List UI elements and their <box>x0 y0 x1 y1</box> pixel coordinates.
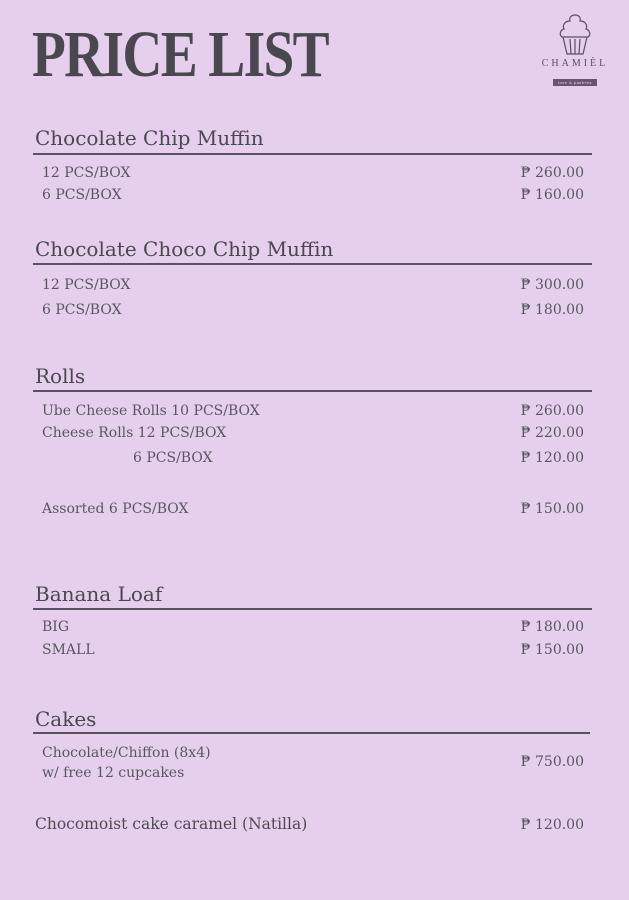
item-label: SMALL <box>42 642 95 658</box>
brand-logo <box>532 12 618 88</box>
item-label: Assorted 6 PCS/BOX <box>42 501 189 517</box>
item-price: ₱ 120.00 <box>520 817 584 833</box>
section-title-chocolate-choco-chip-muffin: Chocolate Choco Chip Muffin <box>35 237 334 261</box>
brand-name: CHAMIÈL <box>541 58 609 69</box>
item-price: ₱ 180.00 <box>520 619 584 635</box>
item-label: 6 PCS/BOX <box>133 450 213 466</box>
item-label: Ube Cheese Rolls 10 PCS/BOX <box>42 403 260 419</box>
section-title-rolls: Rolls <box>35 364 86 388</box>
item-label: Cheese Rolls 12 PCS/BOX <box>42 425 227 441</box>
section-title-chocolate-chip-muffin: Chocolate Chip Muffin <box>35 126 264 150</box>
brand-tagline: love & pastries <box>553 79 597 86</box>
item-label: Chocolate/Chiffon (8x4) <box>42 745 211 761</box>
section-divider <box>33 263 592 265</box>
item-price: ₱ 150.00 <box>520 501 584 517</box>
item-note: w/ free 12 cupcakes <box>42 765 185 781</box>
item-price: ₱ 150.00 <box>520 642 584 658</box>
item-price: ₱ 120.00 <box>520 450 584 466</box>
section-title-cakes: Cakes <box>35 707 97 731</box>
item-label: Chocomoist cake caramel (Natilla) <box>35 815 308 833</box>
cupcake-icon <box>555 12 595 56</box>
section-divider <box>33 390 592 392</box>
item-price: ₱ 180.00 <box>520 302 584 318</box>
page-title: PRICE LIST <box>32 18 328 91</box>
item-price: ₱ 220.00 <box>520 425 584 441</box>
item-price: ₱ 160.00 <box>520 187 584 203</box>
item-label: 12 PCS/BOX <box>42 277 131 293</box>
item-price: ₱ 300.00 <box>520 277 584 293</box>
item-label: 6 PCS/BOX <box>42 187 122 203</box>
section-title-banana-loaf: Banana Loaf <box>35 582 163 606</box>
item-label: BIG <box>42 619 70 635</box>
item-label: 12 PCS/BOX <box>42 165 131 181</box>
item-label: 6 PCS/BOX <box>42 302 122 318</box>
item-price: ₱ 750.00 <box>520 754 584 770</box>
section-divider <box>33 153 592 155</box>
section-divider <box>33 608 592 610</box>
item-price: ₱ 260.00 <box>520 403 584 419</box>
section-divider <box>33 732 590 734</box>
item-price: ₱ 260.00 <box>520 165 584 181</box>
